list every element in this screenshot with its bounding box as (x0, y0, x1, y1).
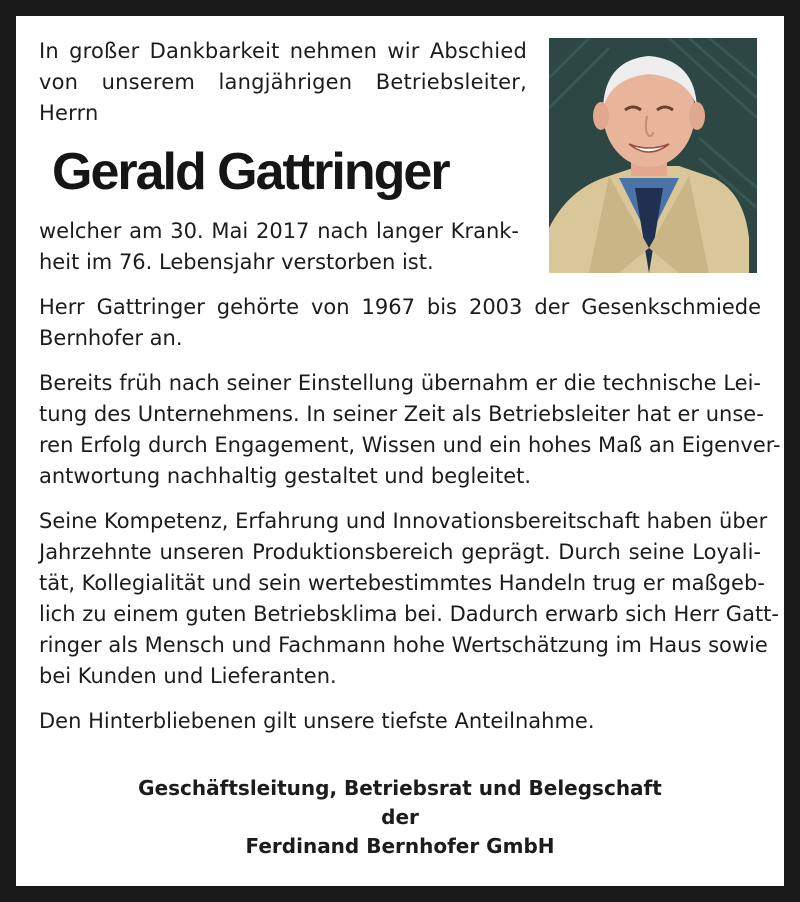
paragraph-line: antwortung nachhaltig gestaltet und begleitet. (39, 464, 532, 488)
death-announcement (39, 216, 519, 278)
company-name: Ferdinand Bernhofer GmbH (245, 834, 555, 858)
paragraph-tribute (39, 506, 779, 692)
paragraph-condolence (39, 706, 761, 737)
portrait-photo (549, 38, 757, 273)
death-line: welcher am 30. Mai 2017 nach langer Krank- (39, 219, 519, 243)
obituary-body (39, 292, 781, 751)
paragraph-line: tung des Unternehmens. In seiner Zeit als Betriebsleiter hat er unse- (39, 402, 764, 426)
paragraph-line: Bernhofer an. (39, 326, 183, 350)
obituary-notice (16, 16, 784, 886)
signature-block (16, 774, 784, 861)
intro-line: Herrn (39, 101, 99, 125)
intro-line: In großer Dankbarkeit nehmen wir Abschied (39, 39, 527, 63)
intro-line: von unserem langjährigen Betriebsleiter, (39, 70, 527, 94)
paragraph-line: bei Kunden und Lieferanten. (39, 664, 337, 688)
deceased-name: Gerald Gattringer (52, 143, 449, 201)
paragraph-leadership (39, 368, 781, 492)
paragraph-line: Den Hinterbliebenen gilt unsere tiefste Anteilnahme. (39, 709, 595, 733)
paragraph-career (39, 292, 761, 354)
signature-line-1: Geschäftsleitung, Betriebsrat und Belegschaft (138, 776, 662, 800)
paragraph-line: Herr Gattringer gehörte von 1967 bis 2003 der Gesenkschmiede (39, 295, 761, 319)
signature-line-2: der (381, 805, 419, 829)
death-line: heit im 76. Lebensjahr verstorben ist. (39, 250, 434, 274)
paragraph-line: Jahrzehnte unseren Produktionsbereich geprägt. Durch seine Loyali- (39, 540, 761, 564)
paragraph-line: ringer als Mensch und Fachmann hohe Wertschätzung im Haus sowie (39, 633, 768, 657)
intro-text (39, 36, 527, 129)
paragraph-line: lich zu einem guten Betriebsklima bei. Dadurch erwarb sich Herr Gatt- (39, 602, 779, 626)
paragraph-line: Seine Kompetenz, Erfahrung und Innovationsbereitschaft haben über (39, 509, 768, 533)
paragraph-line: tät, Kollegialität und sein wertebestimmtes Handeln trug er maßgeb- (39, 571, 765, 595)
paragraph-line: ren Erfolg durch Engagement, Wissen und ein hohes Maß an Eigenver- (39, 433, 781, 457)
portrait-illustration (549, 38, 757, 273)
paragraph-line: Bereits früh nach seiner Einstellung übernahm er die technische Lei- (39, 371, 761, 395)
